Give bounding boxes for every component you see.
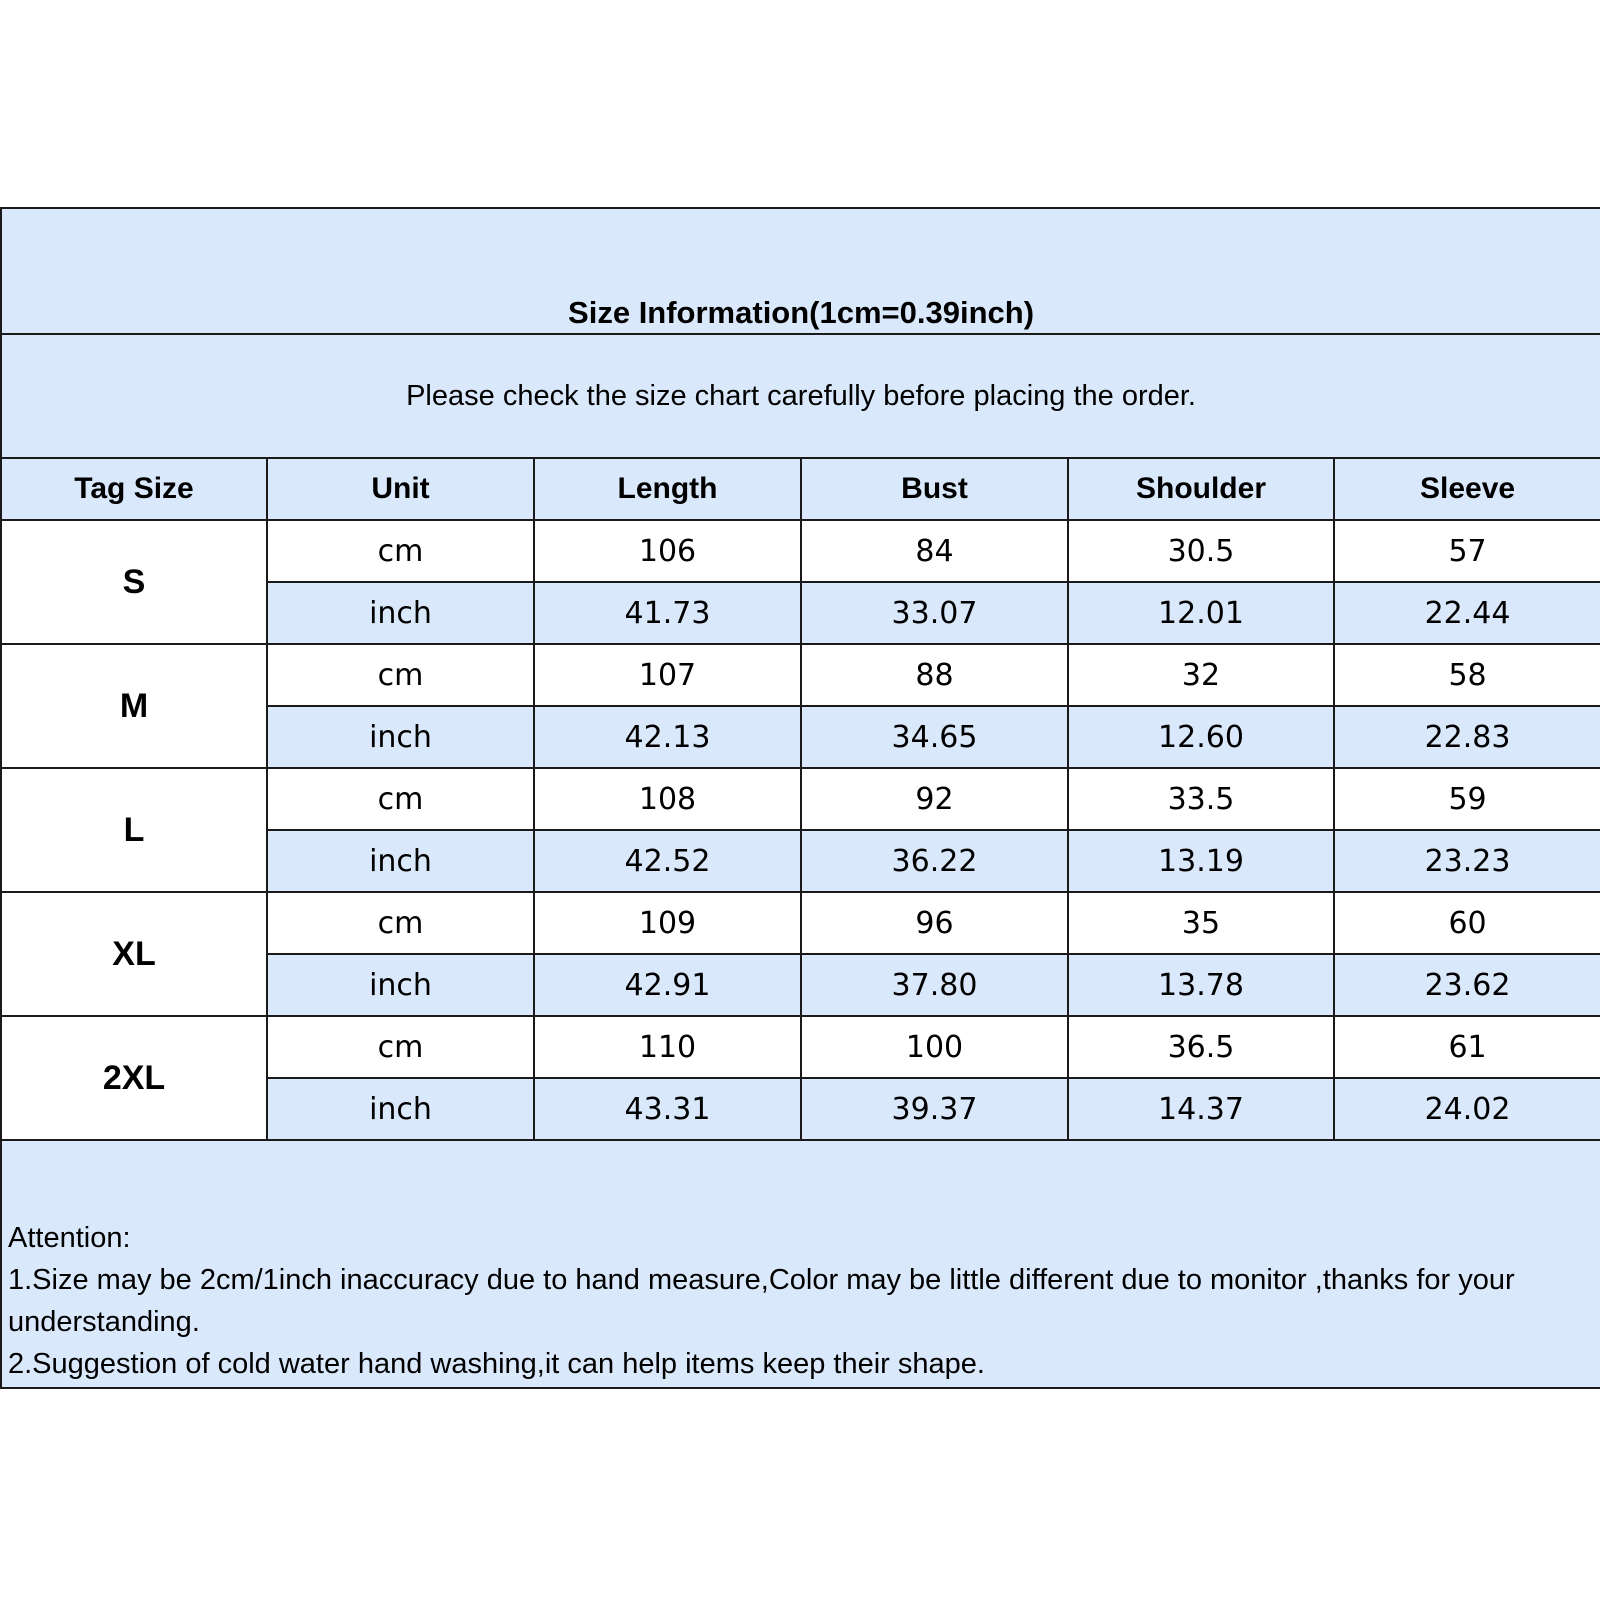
bust-cell: 96 [801, 892, 1068, 954]
unit-cell: cm [267, 892, 534, 954]
size-chart-table [0, 207, 1600, 1389]
bust-cell: 39.37 [801, 1078, 1068, 1140]
sleeve-cell: 61 [1334, 1016, 1600, 1078]
sleeve-cell: 23.62 [1334, 954, 1600, 1016]
shoulder-cell: 13.78 [1068, 954, 1334, 1016]
chart-title: Size Information(1cm=0.39inch) [1, 208, 1600, 334]
chart-note: Please check the size chart carefully before placing the order. [1, 334, 1600, 458]
header-shoulder: Shoulder [1068, 458, 1334, 520]
length-cell: 42.91 [534, 954, 801, 1016]
sleeve-cell: 59 [1334, 768, 1600, 830]
shoulder-cell: 14.37 [1068, 1078, 1334, 1140]
shoulder-cell: 32 [1068, 644, 1334, 706]
length-cell: 108 [534, 768, 801, 830]
bust-cell: 36.22 [801, 830, 1068, 892]
table-row [1, 644, 1600, 706]
unit-cell: cm [267, 1016, 534, 1078]
tag-size-cell: L [1, 768, 267, 892]
tag-size-cell: 2XL [1, 1016, 267, 1140]
header-tag-size: Tag Size [1, 458, 267, 520]
sleeve-cell: 22.44 [1334, 582, 1600, 644]
shoulder-cell: 13.19 [1068, 830, 1334, 892]
table-row [1, 1016, 1600, 1078]
bust-cell: 33.07 [801, 582, 1068, 644]
table-row [1, 768, 1600, 830]
shoulder-cell: 12.01 [1068, 582, 1334, 644]
bust-cell: 84 [801, 520, 1068, 582]
unit-cell: inch [267, 706, 534, 768]
bust-cell: 92 [801, 768, 1068, 830]
tag-size-cell: XL [1, 892, 267, 1016]
tag-size-cell: M [1, 644, 267, 768]
table-row [1, 892, 1600, 954]
sleeve-cell: 22.83 [1334, 706, 1600, 768]
unit-cell: inch [267, 1078, 534, 1140]
bust-cell: 88 [801, 644, 1068, 706]
shoulder-cell: 36.5 [1068, 1016, 1334, 1078]
unit-cell: inch [267, 954, 534, 1016]
length-cell: 42.13 [534, 706, 801, 768]
sleeve-cell: 24.02 [1334, 1078, 1600, 1140]
table-row [1, 520, 1600, 582]
unit-cell: cm [267, 768, 534, 830]
length-cell: 43.31 [534, 1078, 801, 1140]
sleeve-cell: 23.23 [1334, 830, 1600, 892]
shoulder-cell: 12.60 [1068, 706, 1334, 768]
length-cell: 106 [534, 520, 801, 582]
sleeve-cell: 58 [1334, 644, 1600, 706]
header-row [1, 458, 1600, 520]
sleeve-cell: 57 [1334, 520, 1600, 582]
length-cell: 110 [534, 1016, 801, 1078]
attention-notes [1, 1140, 1600, 1388]
bust-cell: 34.65 [801, 706, 1068, 768]
unit-cell: inch [267, 582, 534, 644]
attention-heading: Attention: [8, 1222, 131, 1254]
header-length: Length [534, 458, 801, 520]
header-sleeve: Sleeve [1334, 458, 1600, 520]
header-bust: Bust [801, 458, 1068, 520]
sleeve-cell: 60 [1334, 892, 1600, 954]
length-cell: 41.73 [534, 582, 801, 644]
bust-cell: 37.80 [801, 954, 1068, 1016]
bust-cell: 100 [801, 1016, 1068, 1078]
shoulder-cell: 30.5 [1068, 520, 1334, 582]
length-cell: 42.52 [534, 830, 801, 892]
shoulder-cell: 35 [1068, 892, 1334, 954]
unit-cell: cm [267, 520, 534, 582]
shoulder-cell: 33.5 [1068, 768, 1334, 830]
length-cell: 107 [534, 644, 801, 706]
length-cell: 109 [534, 892, 801, 954]
unit-cell: inch [267, 830, 534, 892]
unit-cell: cm [267, 644, 534, 706]
header-unit: Unit [267, 458, 534, 520]
tag-size-cell: S [1, 520, 267, 644]
attention-line-1: 1.Size may be 2cm/1inch inaccuracy due to hand measure,Color may be little different due to monitor ,thanks for your understanding. [8, 1264, 1515, 1338]
attention-line-2: 2.Suggestion of cold water hand washing,it can help items keep their shape. [8, 1348, 985, 1380]
